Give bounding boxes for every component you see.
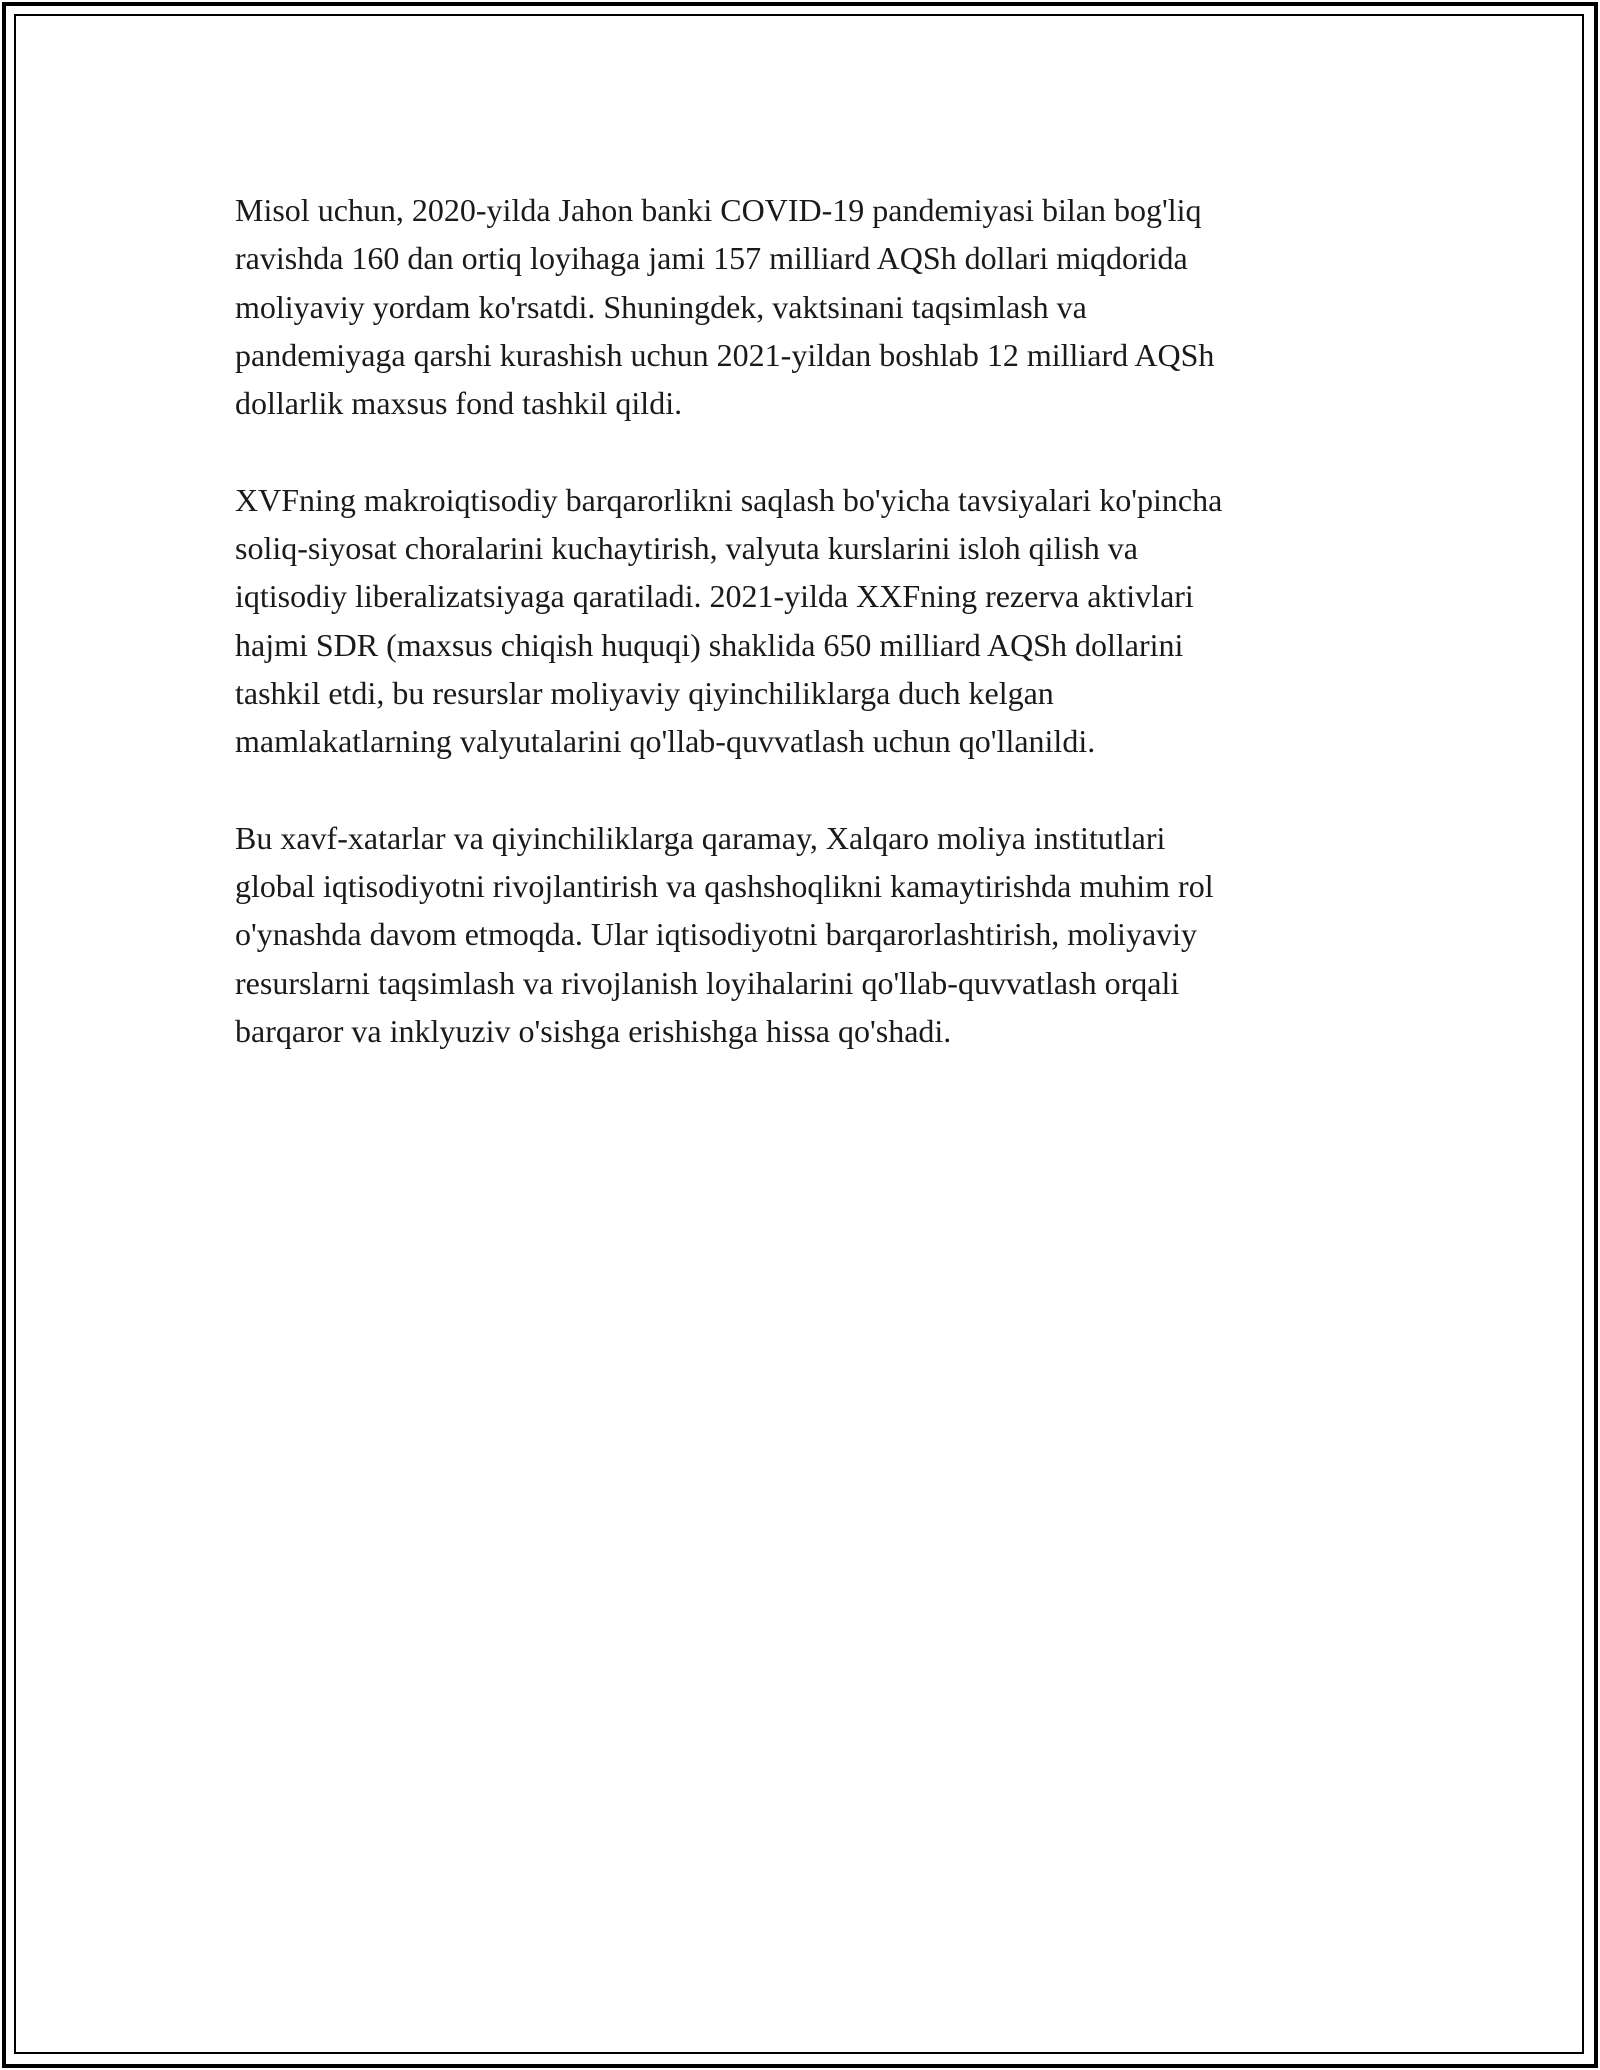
text-line: Misol uchun, 2020-yilda Jahon banki COVID-19 pandemiyasi bilan bog'liq (235, 192, 1202, 228)
text-line: moliyaviy yordam ko'rsatdi. Shuningdek, vaktsinani taqsimlash va (235, 288, 1087, 325)
text-line: soliq-siyosat choralarini kuchaytirish, valyuta kurslarini isloh qilish va (235, 530, 1138, 567)
text-line: ravishda 160 dan ortiq loyihaga jami 157 milliard AQSh dollari miqdorida (235, 240, 1188, 277)
document-body (235, 186, 1395, 1104)
text-line: resurslarni taqsimlash va rivojlanish loyihalarini qo'llab-quvvatlash orqali (235, 964, 1180, 1001)
text-line: o'ynashda davom etmoqda. Ular iqtisodiyotni barqarorlashtirish, moliyaviy (235, 916, 1198, 953)
text-line: Bu xavf-xatarlar va qiyinchiliklarga qaramay, Xalqaro moliya institutlari (235, 819, 1166, 856)
text-line: global iqtisodiyotni rivojlantirish va qashshoqlikni kamaytirishda muhim rol (235, 868, 1214, 905)
text-line: barqaror va inklyuziv o'sishga erishishga hissa qo'shadi. (235, 1013, 952, 1050)
text-line: iqtisodiy liberalizatsiyaga qaratiladi. 2021-yilda XXFning rezerva aktivlari (235, 578, 1194, 615)
paragraph-world-bank (235, 186, 1395, 427)
text-line: XVFning makroiqtisodiy barqarorlikni saqlash bo'yicha tavsiyalari ko'pincha (235, 481, 1223, 518)
text-line: pandemiyaga qarshi kurashish uchun 2021-yildan boshlab 12 milliard AQSh (235, 336, 1215, 373)
paragraph-conclusion (235, 814, 1395, 1055)
text-line: hajmi SDR (maxsus chiqish huquqi) shaklida 650 milliard AQSh dollarini (235, 626, 1184, 663)
paragraph-imf (235, 476, 1395, 766)
text-line: tashkil etdi, bu resurslar moliyaviy qiyinchiliklarga duch kelgan (235, 674, 1054, 711)
text-line: mamlakatlarning valyutalarini qo'llab-quvvatlash uchun qo'llanildi. (235, 723, 1096, 760)
text-line: dollarlik maxsus fond tashkil qildi. (235, 385, 683, 422)
